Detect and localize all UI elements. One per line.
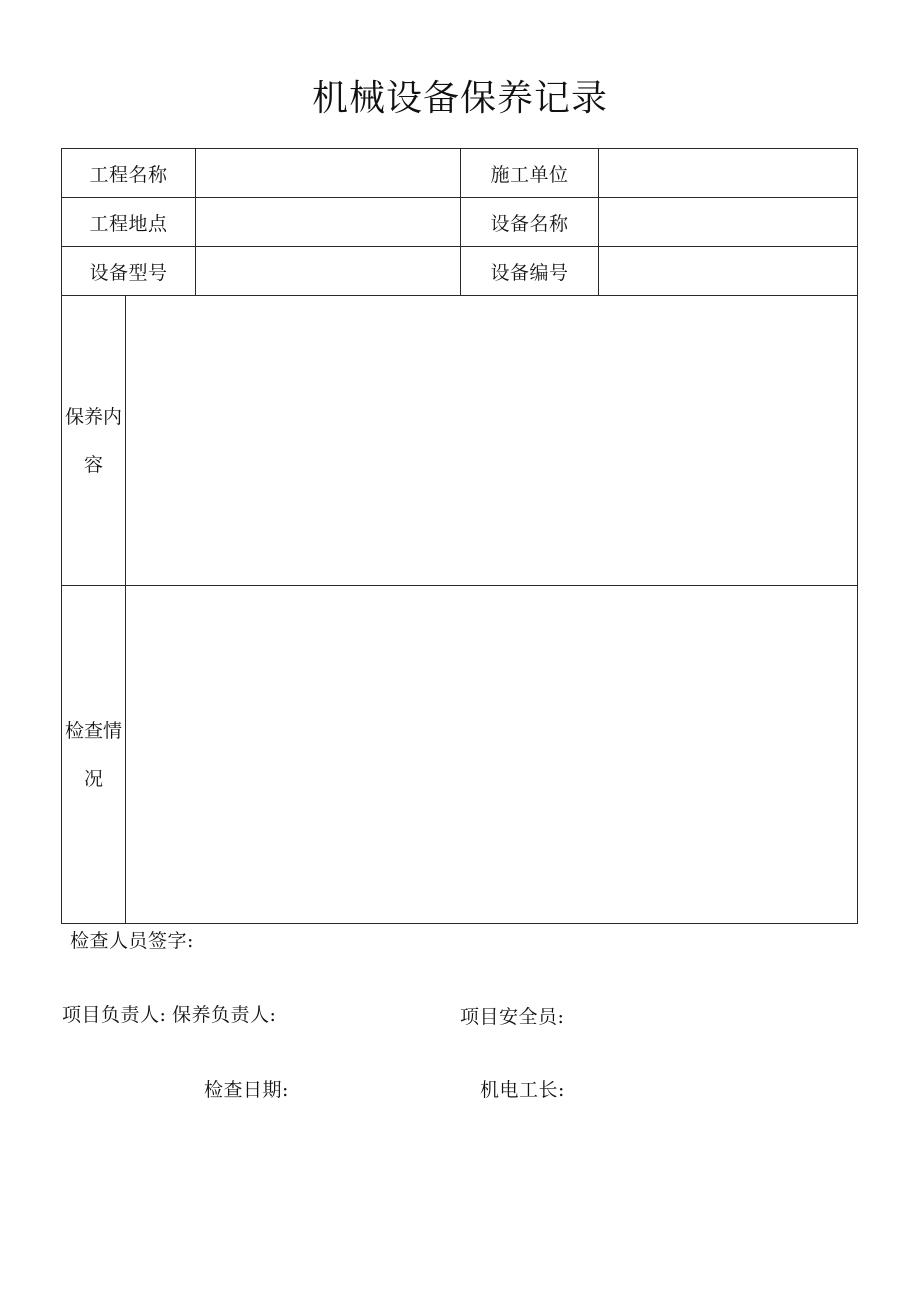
maintenance-manager-label: 保养负责人: — [172, 1004, 277, 1026]
label-equipment-number: 设备编号 — [460, 246, 599, 296]
label-project-name: 工程名称 — [61, 148, 196, 198]
label-inspection-status-text: 检查情况 — [64, 719, 122, 790]
field-project-name[interactable] — [195, 148, 461, 198]
inspection-date-label: 检查日期: — [204, 1079, 289, 1101]
label-inspection-status — [61, 585, 126, 924]
field-construction-unit[interactable] — [598, 148, 858, 198]
label-project-location: 工程地点 — [61, 197, 196, 247]
inspector-signature-label: 检查人员签字: — [70, 930, 194, 952]
project-manager-label: 项目负责人: — [62, 1004, 167, 1026]
safety-officer-label: 项目安全员: — [460, 1006, 565, 1028]
label-equipment-name: 设备名称 — [460, 197, 599, 247]
label-maintenance-content — [61, 295, 126, 586]
field-maintenance-content[interactable] — [125, 295, 858, 586]
field-equipment-model[interactable] — [195, 246, 461, 296]
field-inspection-status[interactable] — [125, 585, 858, 924]
label-equipment-model: 设备型号 — [61, 246, 196, 296]
field-equipment-number[interactable] — [598, 246, 858, 296]
page-title: 机械设备保养记录 — [311, 78, 608, 119]
field-project-location[interactable] — [195, 197, 461, 247]
label-maintenance-content-text: 保养内容 — [64, 405, 122, 476]
mechanical-foreman-label: 机电工长: — [480, 1079, 565, 1101]
field-equipment-name[interactable] — [598, 197, 858, 247]
label-construction-unit: 施工单位 — [460, 148, 599, 198]
